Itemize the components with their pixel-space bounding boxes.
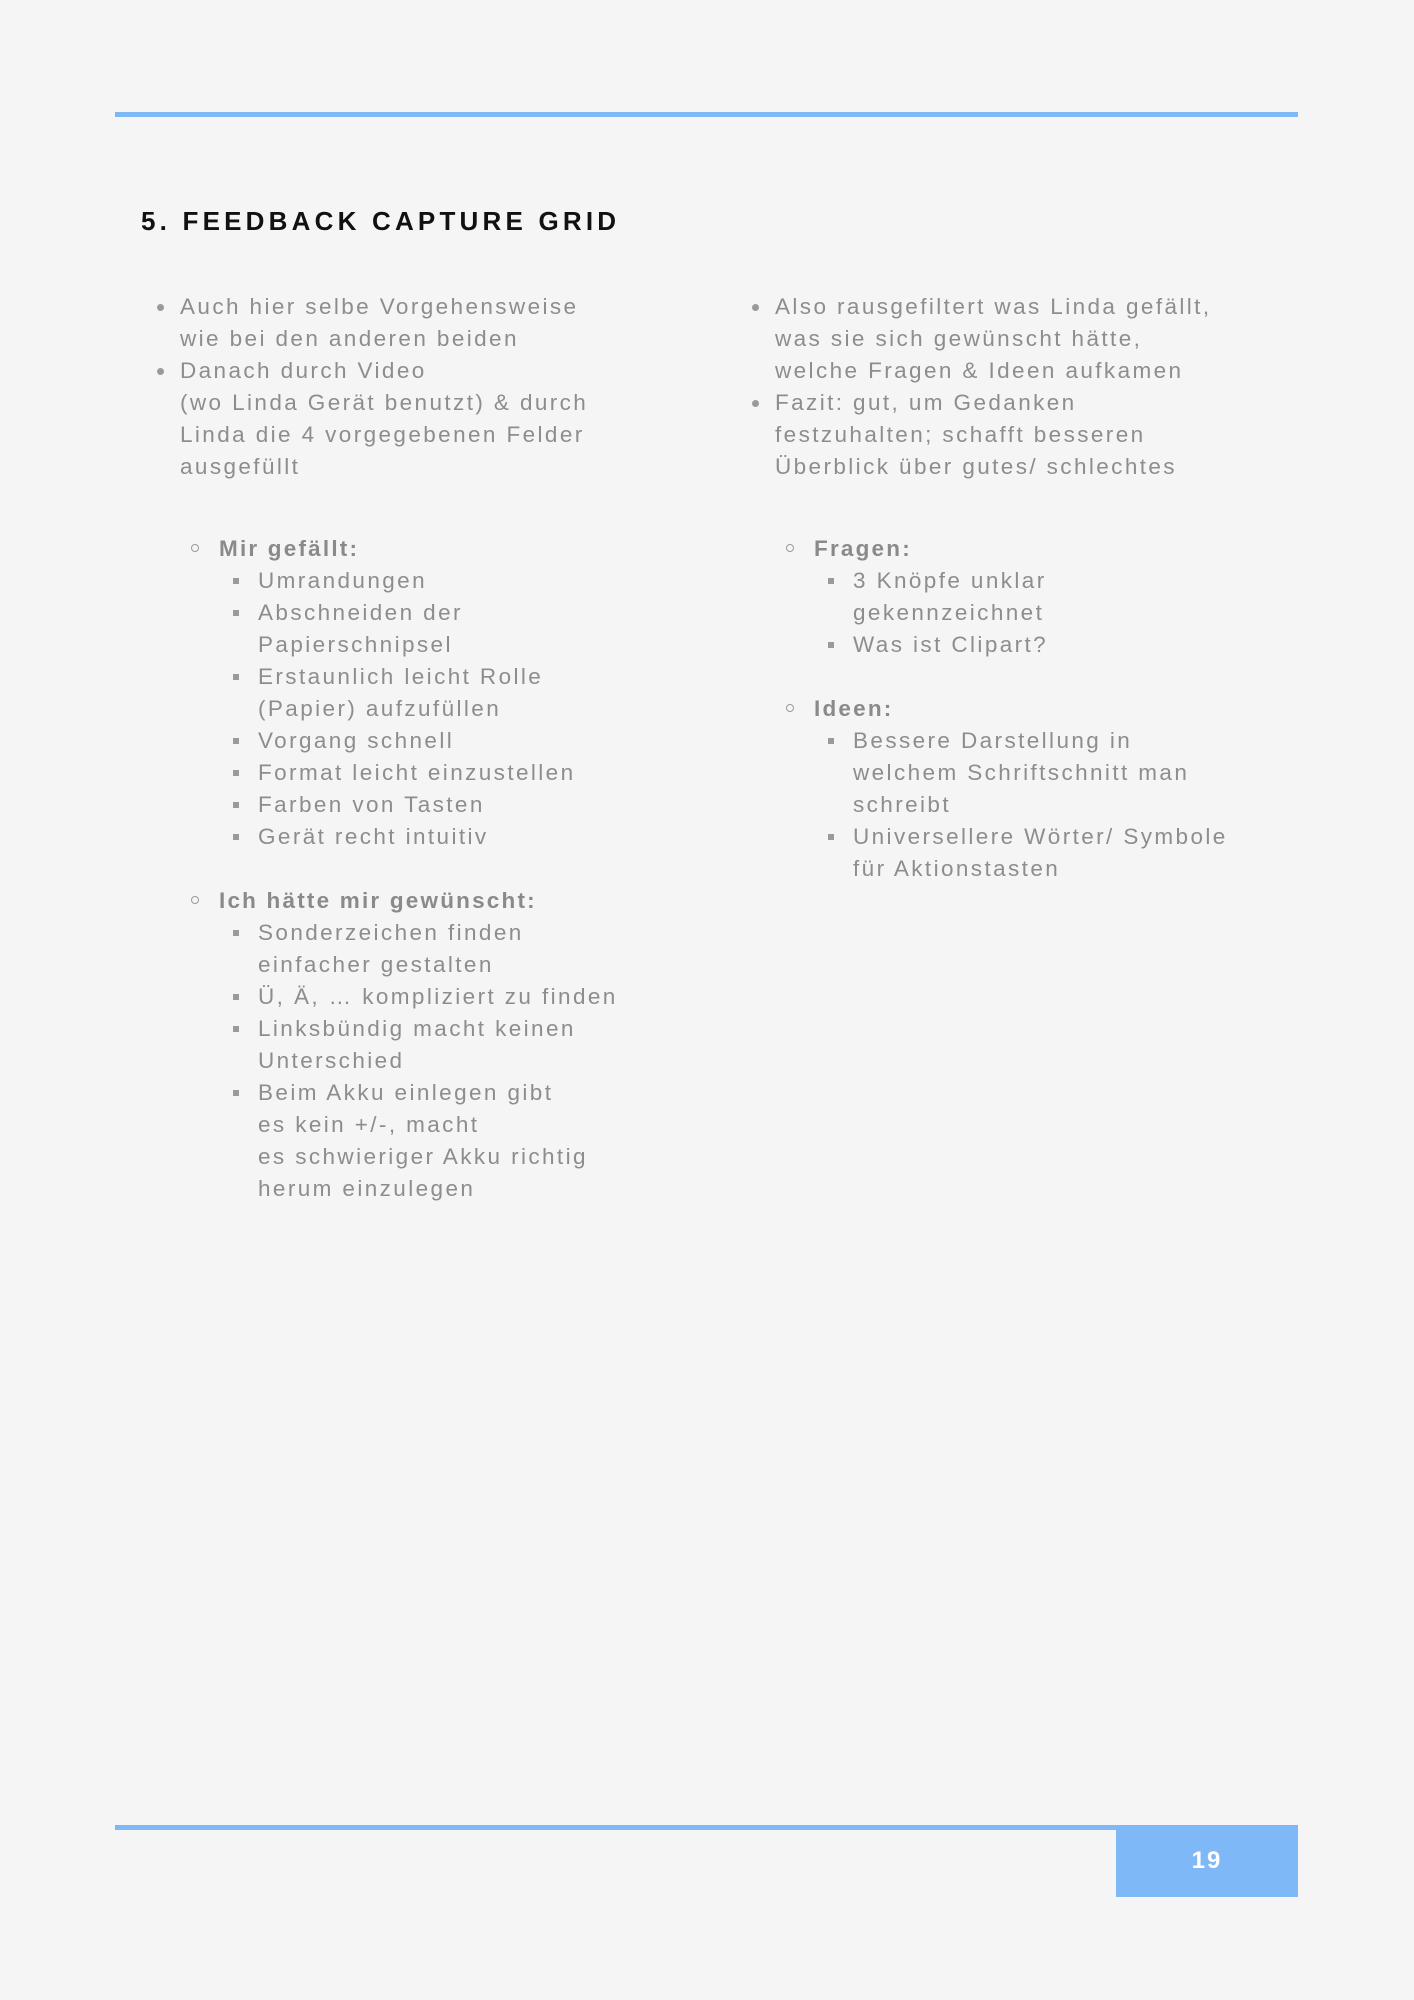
left-bullet-list bbox=[150, 291, 710, 483]
text-line: herum einzulegen bbox=[258, 1176, 476, 1201]
list-item bbox=[219, 981, 710, 1013]
text-line: wie bei den anderen beiden bbox=[180, 326, 519, 351]
right-bullet-item bbox=[745, 387, 1305, 483]
text-line: Papierschnipsel bbox=[258, 632, 453, 657]
page-number: 19 bbox=[1191, 1847, 1223, 1874]
text-line: Auch hier selbe Vorgehensweise bbox=[180, 294, 579, 319]
list-item bbox=[219, 917, 710, 981]
list-item bbox=[219, 597, 710, 661]
text-line: gekennzeichnet bbox=[853, 600, 1045, 625]
right-bullet-list bbox=[745, 291, 1305, 483]
text-line: schreibt bbox=[853, 792, 951, 817]
ideas-list bbox=[814, 725, 1305, 885]
list-item bbox=[814, 725, 1305, 821]
text-line: Sonderzeichen finden bbox=[258, 920, 524, 945]
right-feedback-groups bbox=[745, 533, 1305, 885]
text-line: Farben von Tasten bbox=[258, 792, 485, 817]
text-line: Was ist Clipart? bbox=[853, 632, 1049, 657]
text-line: (wo Linda Gerät benutzt) & durch bbox=[180, 390, 589, 415]
text-line: (Papier) aufzufüllen bbox=[258, 696, 502, 721]
questions-list bbox=[814, 565, 1305, 661]
left-column bbox=[150, 291, 710, 1237]
list-item bbox=[219, 821, 710, 853]
text-line: welche Fragen & Ideen aufkamen bbox=[775, 358, 1184, 383]
feedback-group-likes bbox=[150, 533, 710, 853]
feedback-group-wishes bbox=[150, 885, 710, 1205]
right-bullet-item bbox=[745, 291, 1305, 387]
page-number-badge bbox=[1116, 1825, 1298, 1897]
text-line: Gerät recht intuitiv bbox=[258, 824, 489, 849]
list-item bbox=[219, 1013, 710, 1077]
header-rule bbox=[115, 112, 1298, 117]
text-line: Linksbündig macht keinen bbox=[258, 1016, 576, 1041]
list-item bbox=[219, 789, 710, 821]
left-bullet-item bbox=[150, 291, 710, 355]
group-title: Ich hätte mir gewünscht: bbox=[219, 888, 537, 913]
text-line: einfacher gestalten bbox=[258, 952, 494, 977]
left-feedback-groups bbox=[150, 533, 710, 1205]
text-line: Vorgang schnell bbox=[258, 728, 455, 753]
text-line: Umrandungen bbox=[258, 568, 427, 593]
group-title: Ideen: bbox=[814, 696, 894, 721]
text-line: es kein +/-, macht bbox=[258, 1112, 480, 1137]
text-line: Erstaunlich leicht Rolle bbox=[258, 664, 544, 689]
likes-list bbox=[219, 565, 710, 853]
text-line: Abschneiden der bbox=[258, 600, 463, 625]
list-item bbox=[814, 821, 1305, 885]
text-line: Bessere Darstellung in bbox=[853, 728, 1133, 753]
feedback-group-questions bbox=[745, 533, 1305, 661]
list-item bbox=[814, 565, 1305, 629]
list-item bbox=[219, 565, 710, 597]
text-line: Unterschied bbox=[258, 1048, 405, 1073]
text-line: Beim Akku einlegen gibt bbox=[258, 1080, 554, 1105]
group-title: Fragen: bbox=[814, 536, 912, 561]
group-title: Mir gefällt: bbox=[219, 536, 360, 561]
section-title: 5. FEEDBACK CAPTURE GRID bbox=[141, 206, 621, 236]
text-line: Danach durch Video bbox=[180, 358, 427, 383]
text-line: was sie sich gewünscht hätte, bbox=[775, 326, 1143, 351]
text-line: festzuhalten; schafft besseren bbox=[775, 422, 1146, 447]
text-line: ausgefüllt bbox=[180, 454, 301, 479]
text-line: Linda die 4 vorgegebenen Felder bbox=[180, 422, 585, 447]
text-line: Universellere Wörter/ Symbole bbox=[853, 824, 1228, 849]
list-item bbox=[219, 757, 710, 789]
list-item bbox=[814, 629, 1305, 661]
list-item bbox=[219, 1077, 710, 1205]
text-line: Überblick über gutes/ schlechtes bbox=[775, 454, 1177, 479]
text-line: Also rausgefiltert was Linda gefällt, bbox=[775, 294, 1212, 319]
text-line: 3 Knöpfe unklar bbox=[853, 568, 1047, 593]
text-line: Fazit: gut, um Gedanken bbox=[775, 390, 1077, 415]
right-column bbox=[745, 291, 1305, 917]
feedback-group-ideas bbox=[745, 693, 1305, 885]
left-bullet-item bbox=[150, 355, 710, 483]
text-line: es schwieriger Akku richtig bbox=[258, 1144, 588, 1169]
text-line: Format leicht einzustellen bbox=[258, 760, 576, 785]
text-line: Ü, Ä, … kompliziert zu finden bbox=[258, 984, 618, 1009]
list-item bbox=[219, 661, 710, 725]
list-item bbox=[219, 725, 710, 757]
text-line: für Aktionstasten bbox=[853, 856, 1061, 881]
wishes-list bbox=[219, 917, 710, 1205]
text-line: welchem Schriftschnitt man bbox=[853, 760, 1190, 785]
